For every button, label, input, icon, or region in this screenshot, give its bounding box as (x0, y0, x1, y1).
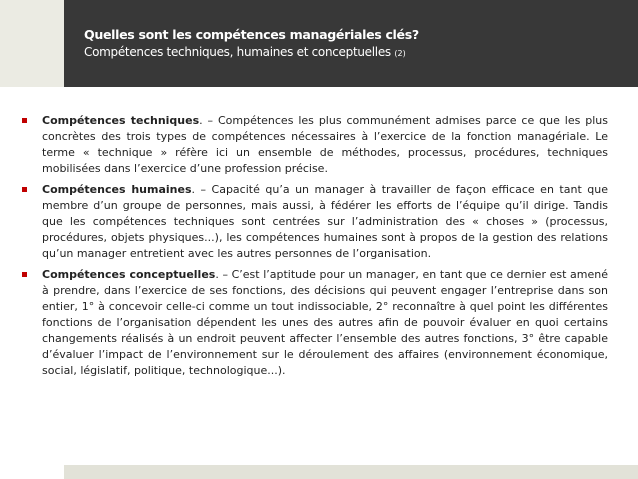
bullet-list (22, 113, 608, 384)
bullet-marker (22, 272, 27, 277)
footer-band (64, 465, 638, 479)
bullet-item-humaines (22, 182, 608, 262)
slide-subtitle-number: (2) (394, 49, 406, 58)
bullet-term: Compétences humaines (42, 183, 192, 196)
slide-title: Quelles sont les compétences managériales clés? (84, 27, 419, 42)
bullet-term: Compétences techniques (42, 114, 200, 127)
bullet-text: . – C’est l’aptitude pour un manager, en tant que ce dernier est amené à prendre, dans l’exercice de ses fonctions, des décisions qui peuvent engager l’entreprise dans son entier, 1° à concevoir celle-ci comme un tout indissociable, 2° reconnaître à quel point les différentes fonctions de l’organisation dépendent les unes des autres afin de pouvoir évaluer en quoi certains changements réalisés à un endroit peuvent affecter l’ensemble des autres fonctions, 3° être capable d’évaluer l’impact de l’environnement sur le déroulement des affaires (environnement économique, social, législatif, politique, technologique...). (42, 268, 608, 377)
bullet-marker (22, 118, 27, 123)
bullet-term: Compétences conceptuelles (42, 268, 216, 281)
slide-subtitle (84, 45, 624, 59)
bullet-item-techniques (22, 113, 608, 177)
bullet-text: . – Capacité qu’a un manager à travailler de façon efficace en tant que membre d’un groupe de personnes, mais aussi, à fédérer les efforts de l’équipe qu’il dirige. Tandis que les compétences techniques sont centrées sur l’administration des « choses » (processus, procédures, objets physiques...), les compétences humaines sont à propos de la gestion des relations qu’un manager entretient avec les autres personnes de l’organisation. (42, 183, 608, 260)
bullet-text: . – Compétences les plus communément admises parce ce que les plus concrètes des trois types de compétences nécessaires à l’exercice de la fonction managériale. Le terme « technique » réfère ici un ensemble de méthodes, processus, procédures, techniques mobilisées dans l’exercice d’une profession précise. (42, 114, 609, 175)
bullet-item-conceptuelles (22, 267, 608, 379)
bullet-marker (22, 187, 27, 192)
header-box (64, 0, 638, 87)
slide-subtitle-text: Compétences techniques, humaines et conceptuelles (84, 45, 391, 59)
